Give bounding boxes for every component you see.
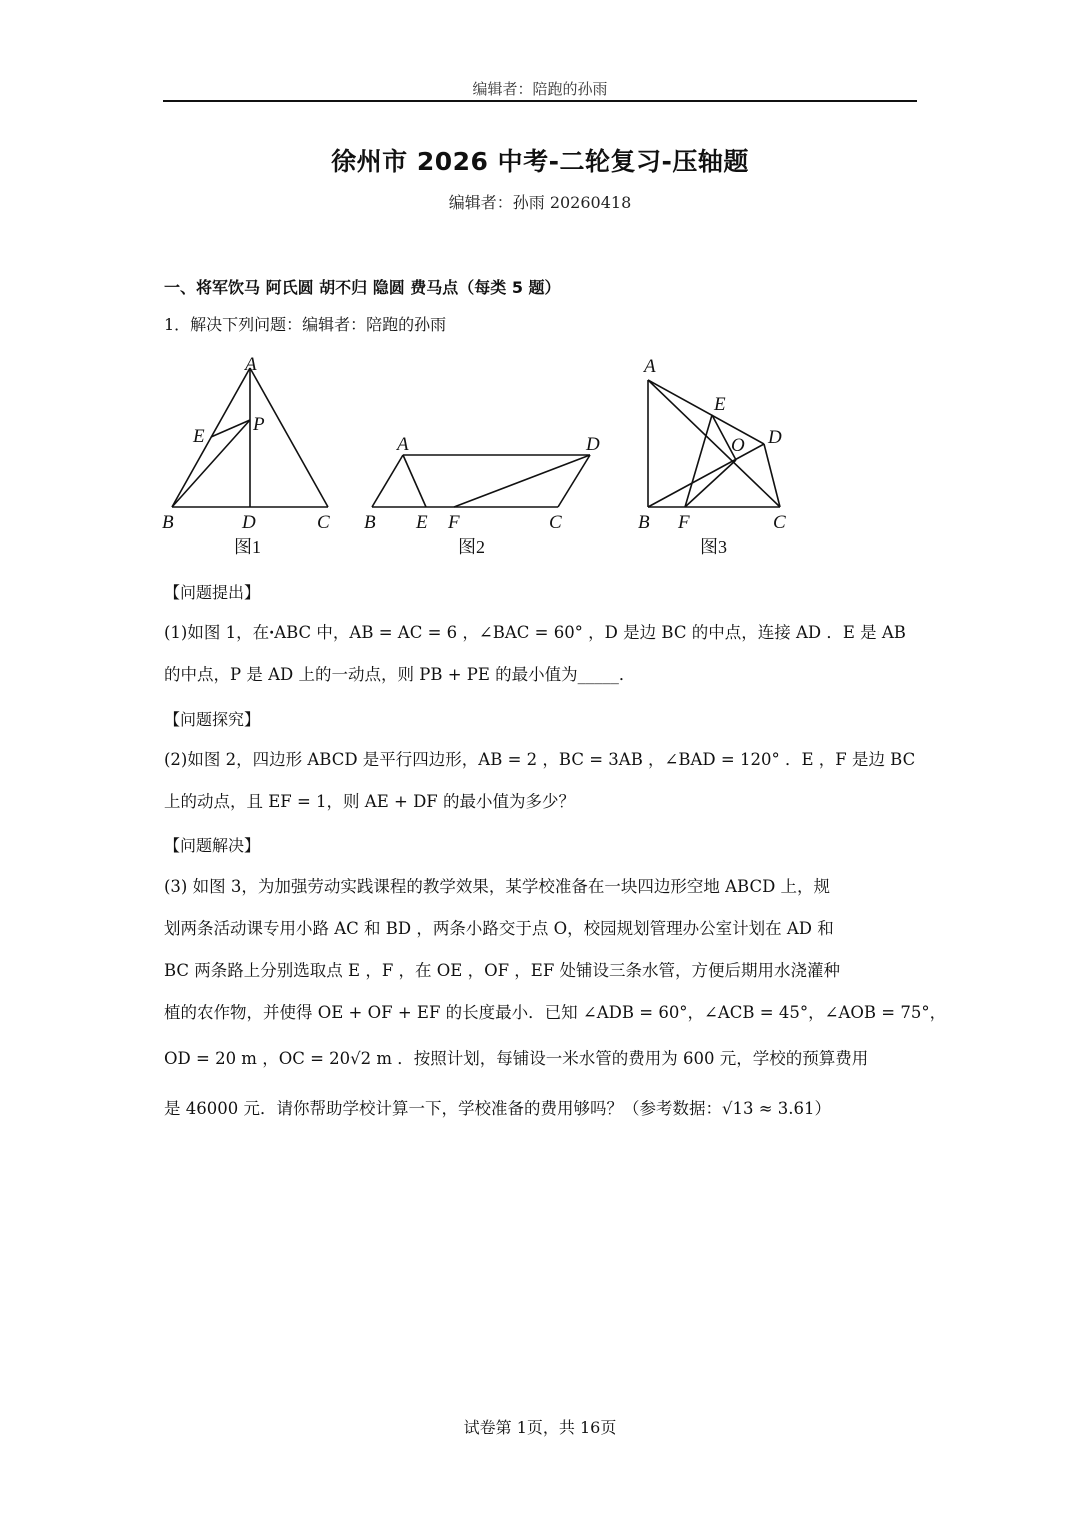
fig3-label-d: D xyxy=(768,427,782,448)
fig3-label-b: B xyxy=(638,512,650,533)
fig1-label-p: P xyxy=(253,414,265,435)
q3-line-3: BC 两条路上分别选取点 E ，F ，在 OE ，OF ，EF 处铺设三条水管，方便后期用水浇灌种 xyxy=(164,961,841,980)
fig1-caption: 图1 xyxy=(234,537,261,557)
fig3-label-a: A xyxy=(644,356,656,377)
fig3-label-c: C xyxy=(773,512,786,533)
page-header: 编辑者：陪跑的孙雨 xyxy=(472,80,608,98)
fig2-label-c: C xyxy=(549,512,562,533)
q2-line-1: (2)如图 2，四边形 ABCD 是平行四边形，AB = 2 ，BC = 3AB ，∠BAD = 120° ．E ，F 是边 BC xyxy=(164,750,916,769)
page-title: 徐州市 2026 中考-二轮复习-压轴题 xyxy=(331,147,749,176)
question-3 xyxy=(164,866,947,1130)
q3-line-6: 是 46000 元．请你帮助学校计算一下，学校准备的费用够吗？（参考数据：√13 ≈ 3.61） xyxy=(164,1099,832,1118)
fig1-label-e: E xyxy=(193,426,205,447)
q3-line-1: (3) 如图 3，为加强劳动实践课程的教学效果，某学校准备在一块四边形空地 ABCD 上，规 xyxy=(164,877,831,896)
q3-line-2: 划两条活动课专用小路 AC 和 BD ，两条小路交于点 O，校园规划管理办公室计划在 AD 和 xyxy=(164,919,834,938)
fig2-caption: 图2 xyxy=(458,537,485,557)
q2-line-2: 上的动点，且 EF = 1，则 AE + DF 的最小值为多少？ xyxy=(164,792,575,811)
heading-problem-raised: 【问题提出】 xyxy=(164,583,261,602)
fig3-label-e: E xyxy=(714,394,726,415)
q1-line-1: (1)如图 1，在ꞏABC 中，AB = AC = 6 ，∠BAC = 60° ，D 是边 BC 的中点，连接 AD ．E 是 AB xyxy=(164,623,906,642)
fig2-label-d: D xyxy=(586,434,600,455)
fig2-label-f: F xyxy=(448,512,460,533)
fig2-label-a: A xyxy=(397,434,409,455)
question-1 xyxy=(164,612,918,696)
q3-line-4: 植的农作物，并使得 OE + OF + EF 的长度最小．已知 ∠ADB = 60°，∠ACB = 45°，∠AOB = 75°， xyxy=(164,1003,947,1022)
page-subtitle: 编辑者：孙雨 20260418 xyxy=(448,193,632,212)
fig1-label-b: B xyxy=(162,512,174,533)
header-rule xyxy=(163,100,917,102)
figures-row xyxy=(150,350,810,560)
figures-svg xyxy=(150,350,810,560)
fig3-caption: 图3 xyxy=(700,537,727,557)
heading-problem-explore: 【问题探究】 xyxy=(164,710,261,729)
heading-problem-solve: 【问题解决】 xyxy=(164,836,261,855)
figure-2 xyxy=(372,455,590,507)
section-heading: 一、将军饮马 阿氏圆 胡不归 隐圆 费马点（每类 5 题） xyxy=(164,278,561,297)
page-footer: 试卷第 1页，共 16页 xyxy=(463,1418,617,1437)
fig3-label-o: O xyxy=(731,435,745,456)
fig1-label-d: D xyxy=(242,512,256,533)
fig2-label-b: B xyxy=(364,512,376,533)
fig1-label-a: A xyxy=(245,354,257,375)
question-2 xyxy=(164,739,918,823)
fig2-label-e: E xyxy=(416,512,428,533)
q1-line-2: 的中点，P 是 AD 上的一动点，则 PB + PE 的最小值为_____． xyxy=(164,665,636,684)
problem-intro: 1．解决下列问题：编辑者：陪跑的孙雨 xyxy=(164,315,447,334)
q3-line-5: OD = 20 m ，OC = 20√2 m ．按照计划，每铺设一米水管的费用为 600 元，学校的预算费用 xyxy=(164,1049,869,1068)
fig3-label-f: F xyxy=(678,512,690,533)
fig1-label-c: C xyxy=(317,512,330,533)
